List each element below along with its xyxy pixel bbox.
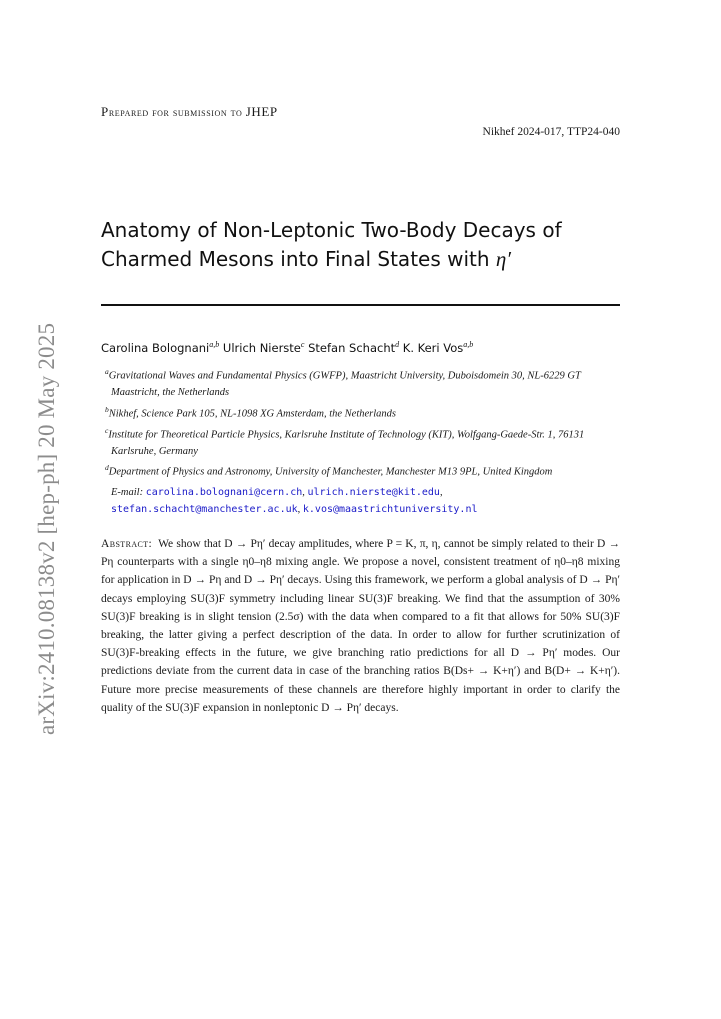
abstract bbox=[101, 535, 620, 717]
affiliation-list bbox=[101, 364, 621, 481]
affiliation: $^b$Nikhef, Science Park 105, NL-1098 XG Amsterdam, the Netherlands bbox=[105, 404, 396, 419]
email-link[interactable]: ulrich.nierste@kit.edu bbox=[307, 487, 440, 498]
title-rule bbox=[101, 304, 620, 306]
email-label: E-mail: bbox=[111, 487, 144, 498]
email-link[interactable]: k.vos@maastrichtuniversity.nl bbox=[302, 504, 478, 515]
email-link[interactable]: carolina.bolognani@cern.ch bbox=[145, 487, 303, 498]
title-line-1: Anatomy of Non-Leptonic Two-Body Decays of bbox=[101, 218, 562, 242]
affiliation: $^c$Institute for Theoretical Particle Physics, Karlsruhe Institute of Technology (KIT), Wolfgang-Gaede-Str. 1, 76131 Karlsruhe, Germany bbox=[105, 425, 585, 457]
author-list bbox=[101, 340, 641, 355]
author: Ulrich Nierste$^c$ bbox=[222, 340, 305, 355]
author: K. Keri Vos$^{a,b}$ bbox=[402, 340, 474, 355]
email-block: E-mail: carolina.bolognani@cern.ch, ulrich.nierste@kit.edu, stefan.schacht@manchester.ac.uk, k.vos@maastrichtuniversity.nl bbox=[111, 487, 478, 515]
affiliation: $^d$Department of Physics and Astronomy, University of Manchester, Manchester M13 9PL, United Kingdom bbox=[105, 463, 553, 478]
arxiv-identifier[interactable]: arXiv:2410.08138v2 [hep-ph] 20 May 2025 bbox=[34, 322, 59, 735]
abstract-heading: Abstract: bbox=[101, 538, 153, 550]
title-line-2: Charmed Mesons into Final States with η′ bbox=[101, 247, 511, 271]
submission-note: Prepared for submission to JHEP bbox=[101, 104, 278, 119]
paper-title bbox=[101, 216, 641, 274]
email-link[interactable]: stefan.schacht@manchester.ac.uk bbox=[111, 504, 298, 515]
author: Stefan Schacht$^d$ bbox=[308, 340, 400, 355]
abstract-text: We show that D → Pη′ decay amplitudes, where P = K, π, η, cannot be simply related to their D → Pη counterparts with a single η0–η8 mixing angle. We propose a novel, consistent treatment of η0–η8 mixing for application in D → Pη and D → Pη′ decays. Using this framework, we perform a global analysis of D → Pη′ decays employing SU(3)F symmetry including linear SU(3)F breaking. We find that the assumption of 30% SU(3)F breaking is in slight tension (2.5σ) with the data when compared to a fit that allows for 50% SU(3)F breaking, the latter giving a perfect description of the data. In order to allow for further scrutinization of SU(3)F-breaking effects in the future, we give branching ratio predictions for all D → Pη′ modes. Our predictions deviate from the current data in case of the branching ratios B(Ds+ → K+η′) and B(D+ → K+η′). Future more precise measurements of these channels are therefore highly important in order to clarify the quality of the SU(3)F expansion in nonleptonic D → Pη′ decays. bbox=[101, 538, 620, 714]
author: Carolina Bolognani$^{a,b}$ bbox=[101, 340, 220, 355]
report-numbers: Nikhef 2024-017, TTP24-040 bbox=[482, 126, 620, 138]
affiliation: $^a$Gravitational Waves and Fundamental Physics (GWFP), Maastricht University, Duboisdomein 30, NL-6229 GT Maastricht, the Netherlands bbox=[105, 367, 581, 398]
title-symbol: η′ bbox=[495, 247, 511, 271]
